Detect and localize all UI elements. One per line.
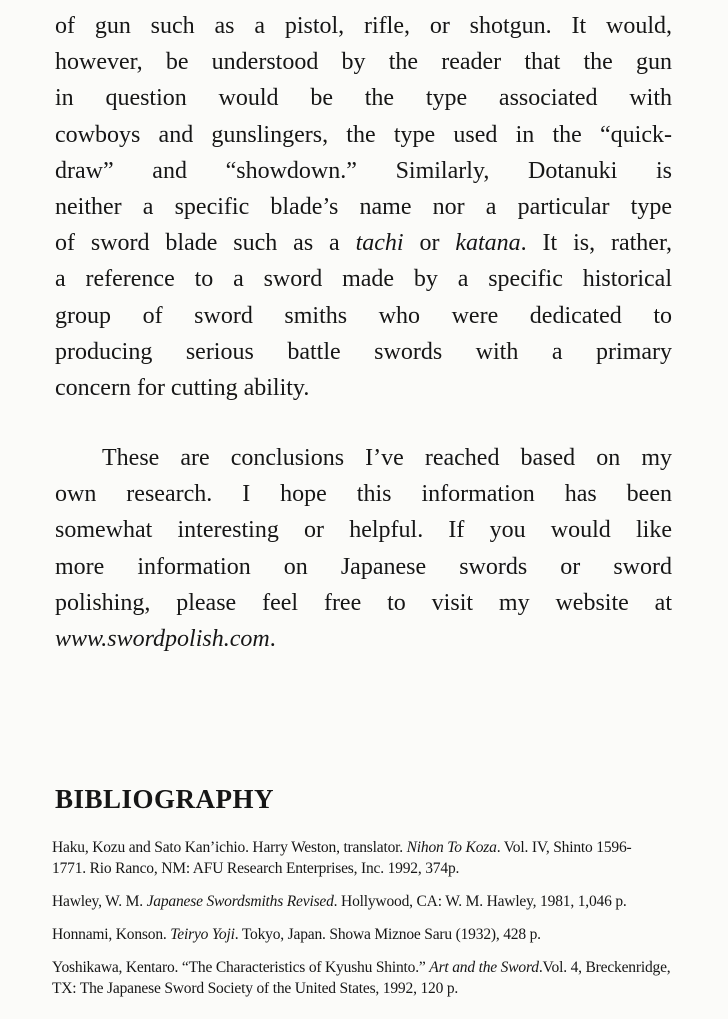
text-line — [52, 858, 702, 879]
text-segment: . Tokyo, Japan. Showa Miznoe Saru (1932), 428 p. — [234, 926, 541, 943]
text-line — [55, 189, 672, 225]
text-line — [55, 440, 672, 476]
bibliography-entries — [52, 837, 722, 1011]
text-segment: group of sword smiths who were dedicated to — [55, 302, 672, 329]
text-line — [55, 261, 672, 297]
text-segment: Hawley, W. M. — [52, 893, 147, 910]
text-line — [55, 549, 672, 585]
italic-text-segment: Japanese Swordsmiths Revised — [146, 893, 334, 910]
text-segment: . It is, rather, — [520, 230, 672, 257]
text-segment: Yoshikawa, Kentaro. “The Characteristics of Kyushu Shinto.” — [52, 959, 430, 976]
text-line — [52, 924, 702, 945]
italic-text-segment: www.swordpolish.com — [55, 626, 270, 652]
text-segment: a reference to a sword made by a specific historical — [55, 266, 672, 293]
text-line — [52, 957, 702, 978]
text-segment: however, be understood by the reader that the gun — [55, 49, 672, 76]
text-segment: somewhat interesting or helpful. If you would like — [55, 517, 672, 544]
text-segment: Honnami, Konson. — [52, 926, 171, 943]
text-segment: These are conclusions I’ve reached based on my — [102, 445, 672, 472]
text-segment: draw” and “showdown.” Similarly, Dotanuki is — [55, 157, 672, 184]
text-segment: 1771. Rio Ranco, NM: AFU Research Enterprises, Inc. 1992, 374p. — [52, 860, 460, 877]
text-line — [55, 8, 672, 44]
text-segment: . Hollywood, CA: W. M. Hawley, 1981, 1,046 p. — [333, 893, 627, 910]
text-line — [52, 978, 702, 999]
italic-text-segment: Nihon To Koza — [406, 839, 497, 856]
text-segment: concern for cutting ability. — [55, 374, 310, 401]
text-line — [55, 621, 672, 657]
italic-text-segment: Art and the Sword — [429, 959, 539, 976]
italic-text-segment: tachi — [355, 230, 404, 257]
bibliography-entry-haku — [52, 837, 722, 879]
italic-text-segment: Teiryo Yoji — [170, 926, 235, 943]
paragraph-conclusions — [55, 440, 672, 657]
text-segment: more information on Japanese swords or sword — [55, 553, 672, 580]
text-segment: of gun such as a pistol, rifle, or shotgun. It would, — [55, 13, 672, 39]
text-line — [55, 298, 672, 334]
text-line — [55, 512, 672, 548]
text-line — [55, 80, 672, 116]
bibliography-entry-honnami — [52, 924, 722, 945]
text-segment: . — [269, 626, 276, 652]
text-line — [55, 225, 672, 261]
text-line — [52, 837, 702, 858]
text-segment: of sword blade such as a — [55, 230, 356, 257]
text-segment: cowboys and gunslingers, the type used in the “quick- — [55, 121, 672, 148]
text-line — [55, 334, 672, 370]
text-line — [55, 44, 672, 80]
text-line — [55, 476, 672, 512]
bibliography-heading: BIBLIOGRAPHY — [55, 784, 275, 814]
italic-text-segment: katana — [455, 230, 521, 257]
text-line — [55, 153, 672, 189]
text-line — [52, 891, 702, 912]
bibliography-entry-hawley — [52, 891, 722, 912]
text-segment: producing serious battle swords with a primary — [55, 338, 672, 365]
text-segment: . Vol. IV, Shinto 1596- — [496, 839, 632, 856]
bibliography-entry-yoshikawa — [52, 957, 722, 999]
text-segment: .Vol. 4, Breckenridge, — [538, 959, 671, 976]
text-line — [55, 585, 672, 621]
text-segment: in question would be the type associated with — [55, 85, 672, 112]
text-segment: own research. I hope this information has been — [55, 481, 672, 508]
text-line — [55, 117, 672, 153]
text-segment: TX: The Japanese Sword Society of the United States, 1992, 120 p. — [52, 980, 459, 997]
text-segment: polishing, please feel free to visit my website at — [55, 589, 672, 616]
text-line — [55, 370, 672, 406]
text-segment: neither a specific blade’s name nor a particular type — [55, 193, 672, 220]
text-segment: Haku, Kozu and Sato Kan’ichio. Harry Weston, translator. — [52, 839, 407, 856]
paragraph-dotanuki — [55, 8, 672, 406]
body-text — [55, 8, 672, 657]
text-segment: or — [403, 230, 456, 257]
